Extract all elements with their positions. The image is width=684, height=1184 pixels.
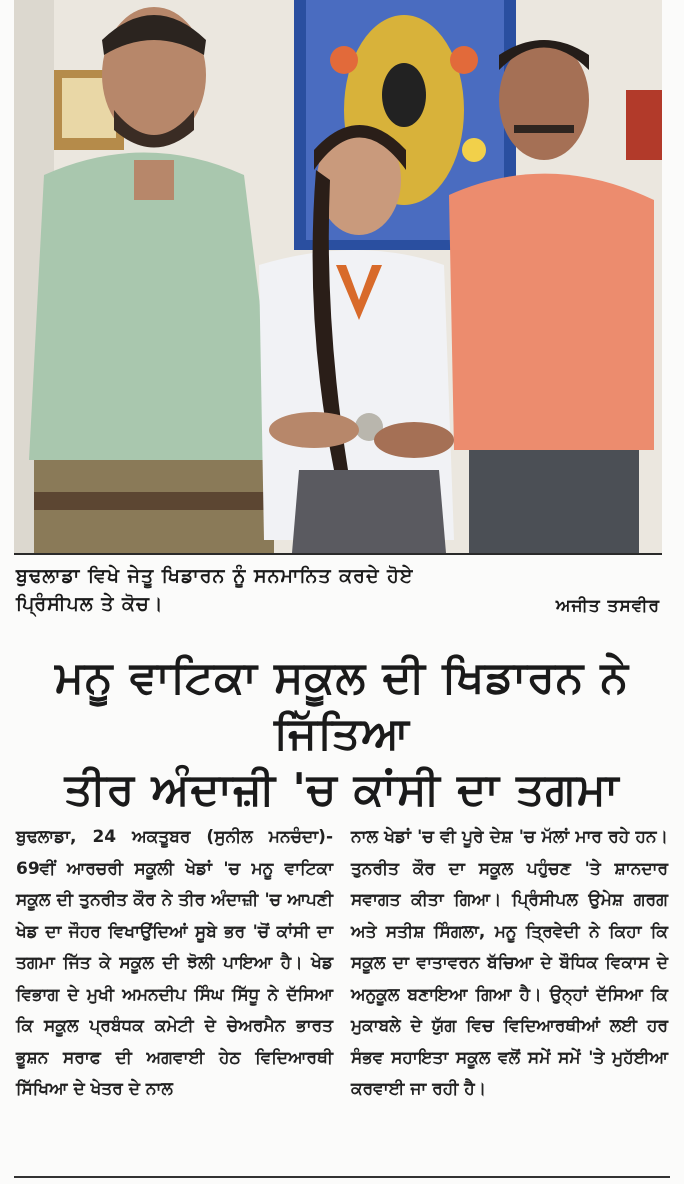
- headline: [14, 650, 670, 818]
- award-photo-icon: [14, 0, 662, 553]
- headline-line-1: ਮਨੂ ਵਾਟਿਕਾ ਸਕੂਲ ਦੀ ਖਿਡਾਰਨ ਨੇ ਜਿੱਤਿਆ: [54, 652, 630, 759]
- photo-caption: [16, 562, 664, 618]
- photo-credit: ਅਜੀਤ ਤਸਵੀਰ: [555, 596, 660, 616]
- headline-line-2: ਤੀਰ ਅੰਦਾਜ਼ੀ 'ਚ ਕਾਂਸੀ ਦਾ ਤਗਮਾ: [64, 764, 620, 815]
- article-column-2: ਨਾਲ ਖੇਡਾਂ 'ਚ ਵੀ ਪੂਰੇ ਦੇਸ਼ 'ਚ ਮੱਲਾਂ ਮਾਰ ਰਹੇ ਹਨ। ਤੁਨਰੀਤ ਕੌਰ ਦਾ ਸਕੂਲ ਪਹੁੰਚਣ 'ਤੇ ਸ਼ਾਨਦਾਰ ਸਵਾਗਤ ਕੀਤਾ ਗਿਆ। ਪ੍ਰਿੰਸੀਪਲ ਉਮੇਸ਼ ਗਰਗ ਅਤੇ ਸਤੀਸ਼ ਸਿੰਗਲਾ, ਮਨੂ ਤ੍ਰਿਵੇਦੀ ਨੇ ਕਿਹਾ ਕਿ ਸਕੂਲ ਦਾ ਵਾਤਾਵਰਨ ਬੱਚਿਆ ਦੇ ਬੌਧਿਕ ਵਿਕਾਸ ਦੇ ਅਨੁਕੂਲ ਬਣਾਇਆ ਗਿਆ ਹੈ। ਉਨ੍ਹਾਂ ਦੱਸਿਆ ਕਿ ਮੁਕਾਬਲੇ ਦੇ ਯੁੱਗ ਵਿਚ ਵਿਦਿਆਰਥੀਆਂ ਲਈ ਹਰ ਸੰਭਵ ਸਹਾਇਤਾ ਸਕੂਲ ਵਲੋਂ ਸਮੇਂ ਸਮੇਂ 'ਤੇ ਮੁਹੱਈਆ ਕਰਵਾਈ ਜਾ ਰਹੀ ਹੈ।: [351, 827, 668, 1099]
- news-photo: [14, 0, 662, 555]
- article-column-1: ਬੁਢਲਾਡਾ, 24 ਅਕਤੂਬਰ (ਸੁਨੀਲ ਮਨਚੰਦਾ)- 69ਵੀਂ ਆਰਚਰੀ ਸਕੂਲੀ ਖੇਡਾਂ 'ਚ ਮਨੂ ਵਾਟਿਕਾ ਸਕੂਲ ਦੀ ਤੁਨਰੀਤ ਕੌਰ ਨੇ ਤੀਰ ਅੰਦਾਜ਼ੀ 'ਚ ਆਪਣੀ ਖੇਡ ਦਾ ਜੌਹਰ ਵਿਖਾਉਂਦਿਆਂ ਸੂਬੇ ਭਰ 'ਚੋਂ ਕਾਂਸੀ ਦਾ ਤਗਮਾ ਜਿੱਤ ਕੇ ਸਕੂਲ ਦੀ ਝੋਲੀ ਪਾਇਆ ਹੈ। ਖੇਡ ਵਿਭਾਗ ਦੇ ਮੁਖੀ ਅਮਨਦੀਪ ਸਿੰਘ ਸਿੱਧੂ ਨੇ ਦੱਸਿਆ ਕਿ ਸਕੂਲ ਪ੍ਰਬੰਧਕ ਕਮੇਟੀ ਦੇ ਚੇਅਰਮੈਨ ਭਾਰਤ ਭੂਸ਼ਨ ਸਰਾਫ ਦੀ ਅਗਵਾਈ ਹੇਠ ਵਿਦਿਆਰਥੀ ਸਿੱਖਿਆ ਦੇ ਖੇਤਰ ਦੇ ਨਾਲ: [16, 827, 333, 1099]
- caption-line-2: ਪ੍ਰਿੰਸੀਪਲ ਤੇ ਕੋਚ।: [16, 593, 164, 615]
- bottom-rule: [14, 1176, 670, 1178]
- article-body: [16, 822, 668, 1106]
- caption-line-1: ਬੁਢਲਾਡਾ ਵਿਖੇ ਜੇਤੂ ਖਿਡਾਰਨ ਨੂੰ ਸਨਮਾਨਿਤ ਕਰਦੇ ਹੋਏ: [16, 565, 414, 587]
